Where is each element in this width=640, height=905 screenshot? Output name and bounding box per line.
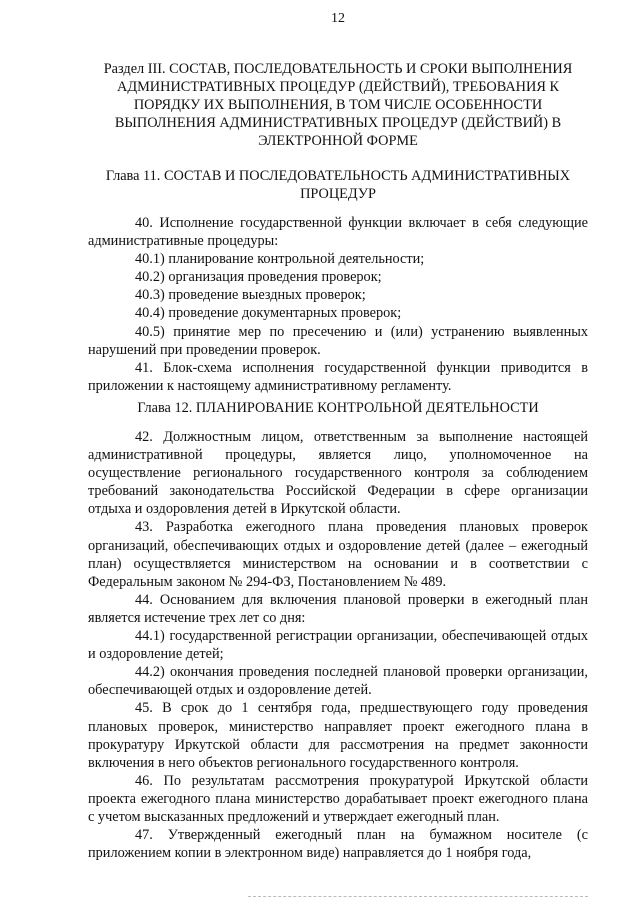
paragraph-44-2: 44.2) окончания проведения последней плановой проверки организации, обеспечивающей отдых и оздоровление детей. <box>88 664 588 699</box>
paragraph-44-1: 44.1) государственной регистрации организации, обеспечивающей отдых и оздоровление детей; <box>88 628 588 663</box>
section-heading: Раздел III. СОСТАВ, ПОСЛЕДОВАТЕЛЬНОСТЬ И СРОКИ ВЫПОЛНЕНИЯ АДМИНИСТРАТИВНЫХ ПРОЦЕДУР (ДЕЙСТВИЙ), ТРЕБОВАНИЯ К ПОРЯДКУ ИХ ВЫПОЛНЕНИЯ, В ТОМ ЧИСЛЕ ОСОБЕННОСТИ ВЫПОЛНЕНИЯ АДМИНИСТРАТИВНЫХ ПРОЦЕДУР (ДЕЙСТВИЙ) В ЭЛЕКТРОННОЙ ФОРМЕ <box>103 61 573 150</box>
page-number: 12 <box>331 11 345 26</box>
chapter-11-title: Глава 11. СОСТАВ И ПОСЛЕДОВАТЕЛЬНОСТЬ АДМИНИСТРАТИВНЫХ ПРОЦЕДУР <box>105 168 571 203</box>
paragraph-40-5: 40.5) принятие мер по пресечению и (или) устранению выявленных нарушений при проведении проверок. <box>88 323 588 358</box>
paragraph-40: 40. Исполнение государственной функции включает в себя следующие административные процедуры: <box>88 215 588 250</box>
paragraph-40-2: 40.2) организация проведения проверок; <box>135 269 382 286</box>
paragraph-40-3: 40.3) проведение выездных проверок; <box>135 287 366 304</box>
paragraph-43: 43. Разработка ежегодного плана проведения плановых проверок организаций, обеспечивающих отдых и оздоровление детей (далее – ежегодный план) осуществляется министерством на основании и в соответствии с Федеральным законом № 294-ФЗ, Постановлением № 489. <box>88 519 588 590</box>
paragraph-41: 41. Блок-схема исполнения государственной функции приводится в приложении к настоящему административному регламенту. <box>88 359 588 394</box>
chapter-11-body <box>88 214 588 395</box>
paragraph-45: 45. В срок до 1 сентября года, предшествующего году проведения плановых проверок, министерство направляет проект ежегодного плана в прокуратуру Иркутской области для рассмотрения на предмет законности включения в него объектов регионального государственного контроля. <box>88 700 588 771</box>
chapter-12-title: Глава 12. ПЛАНИРОВАНИЕ КОНТРОЛЬНОЙ ДЕЯТЕЛЬНОСТИ <box>137 400 539 416</box>
paragraph-40-1: 40.1) планирование контрольной деятельности; <box>135 251 425 268</box>
paragraph-42: 42. Должностным лицом, ответственным за выполнение настоящей административной процедуры, является лицо, уполномоченное на осуществление регионального государственного контроля за соблюдением требований законодательства Российской Федерации в сфере организации отдыха и оздоровления детей в Иркутской области. <box>88 429 588 518</box>
paragraph-47: 47. Утвержденный ежегодный план на бумажном носителе (с приложением копии в электронном виде) направляется до 1 ноября года, <box>88 827 588 862</box>
paragraph-44: 44. Основанием для включения плановой проверки в ежегодный план является истечение трех лет со дня: <box>88 591 588 626</box>
chapter-12-body <box>88 428 588 862</box>
paragraph-40-4: 40.4) проведение документарных проверок; <box>135 305 402 322</box>
footer-divider <box>248 896 588 897</box>
paragraph-46: 46. По результатам рассмотрения прокуратурой Иркутской области проекта ежегодного плана министерство дорабатывает проект ежегодного плана с учетом высказанных предложений и утверждает ежегодный план. <box>88 772 588 825</box>
